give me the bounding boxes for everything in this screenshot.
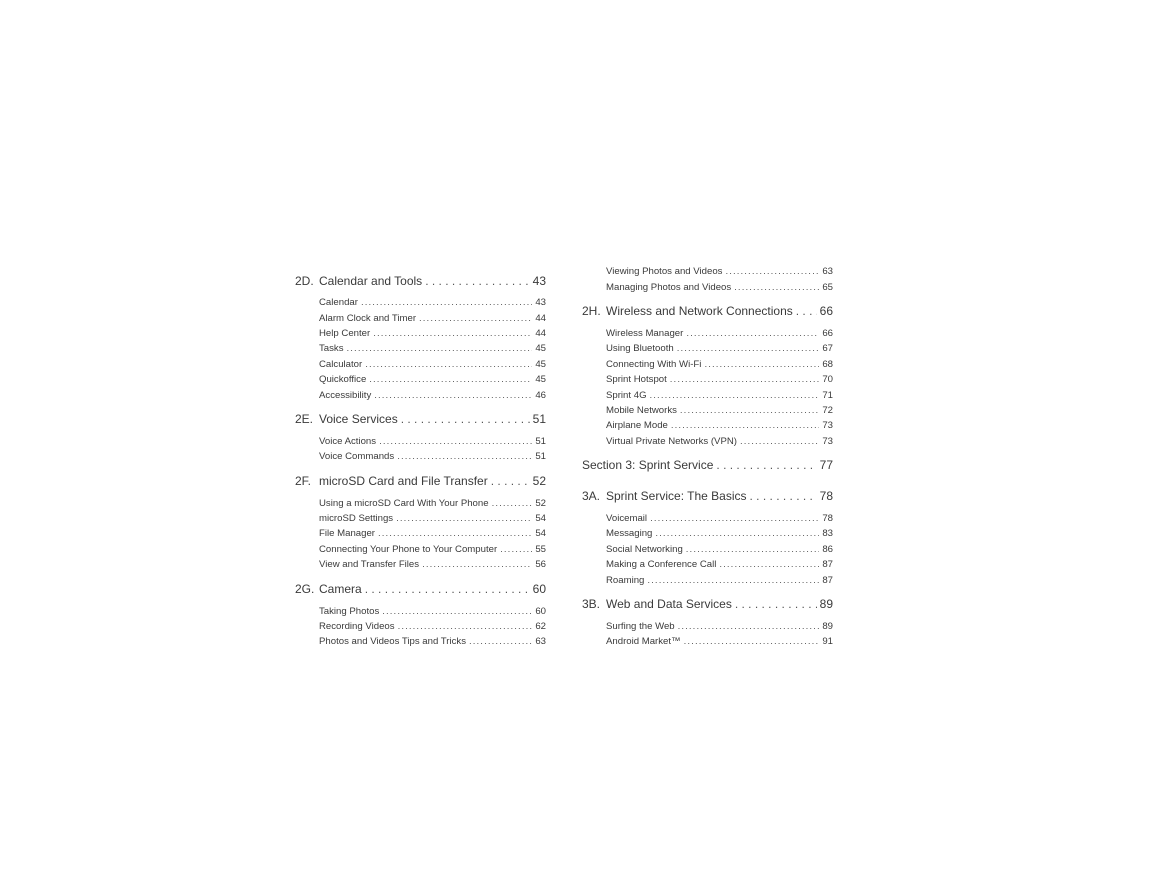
page-number: 67	[822, 343, 833, 355]
dot-leader	[680, 405, 819, 416]
page-number: 65	[822, 281, 833, 293]
chapter-code: 2F.	[295, 474, 312, 489]
dot-leader	[647, 575, 819, 586]
page-number: 44	[535, 327, 546, 339]
page-number: 60	[532, 581, 546, 596]
toc-entry-managing-photos-and-videos[interactable]	[582, 279, 833, 294]
page-number: 45	[535, 343, 546, 355]
page-number: 45	[535, 358, 546, 370]
page-number: 51	[535, 435, 546, 447]
toc-title: Android Market™	[606, 636, 681, 648]
page-number: 86	[822, 543, 833, 555]
toc-title: Roaming	[606, 574, 645, 586]
toc-title: Messaging	[606, 528, 653, 540]
page-number: 51	[535, 451, 546, 463]
chapter-code: 2H.	[582, 304, 601, 319]
chapter-code: 2G.	[295, 581, 315, 596]
dot-leader	[686, 328, 819, 339]
page-number: 72	[822, 404, 833, 416]
page-number: 78	[819, 489, 833, 504]
dot-leader	[492, 498, 533, 509]
toc-title: Mobile Networks	[606, 404, 677, 416]
toc-title: Making a Conference Call	[606, 559, 717, 571]
toc-title: Wireless and Network Connections	[606, 304, 793, 319]
dot-leader	[491, 474, 530, 488]
toc-entry-connecting-with-wi-fi[interactable]	[582, 357, 833, 372]
dot-leader	[655, 528, 819, 539]
toc-title: Web and Data Services	[606, 597, 732, 612]
toc-chapter-camera[interactable]	[295, 572, 546, 603]
toc-entry-accessibility[interactable]	[295, 387, 546, 402]
dot-leader	[373, 328, 532, 339]
toc-chapter-web-and-data-services[interactable]	[582, 588, 833, 619]
page-number: 83	[822, 528, 833, 540]
dot-leader	[365, 359, 532, 370]
toc-chapter-calendar-and-tools[interactable]	[295, 264, 546, 295]
page-number: 63	[822, 266, 833, 278]
toc-entry-airplane-mode[interactable]	[582, 418, 833, 433]
dot-leader	[347, 343, 533, 354]
page-number: 73	[822, 420, 833, 432]
toc-title: Voice Services	[319, 412, 398, 427]
toc-title: Sprint 4G	[606, 389, 647, 401]
toc-entry-sprint-hotspot[interactable]	[582, 372, 833, 387]
dot-leader	[796, 304, 817, 318]
toc-entry-android-market[interactable]	[582, 634, 833, 649]
toc-title: Section 3: Sprint Service	[582, 458, 714, 473]
toc-title: Voicemail	[606, 513, 648, 525]
dot-leader	[671, 420, 819, 431]
dot-leader	[719, 559, 819, 570]
toc-entry-messaging[interactable]	[582, 526, 833, 541]
dot-leader	[379, 436, 532, 447]
dot-leader	[740, 436, 819, 447]
page-number: 55	[535, 543, 546, 555]
toc-entry-sprint-4g[interactable]	[582, 387, 833, 402]
page-number: 51	[532, 412, 546, 427]
dot-leader	[419, 313, 532, 324]
dot-leader	[677, 343, 820, 354]
toc-entry-quickoffice[interactable]	[295, 372, 546, 387]
toc-entry-calculator[interactable]	[295, 357, 546, 372]
toc-entry-view-and-transfer-files[interactable]	[295, 557, 546, 572]
toc-entry-microsd-settings[interactable]	[295, 511, 546, 526]
toc-entry-recording-videos[interactable]	[295, 619, 546, 634]
toc-entry-surfing-the-web[interactable]	[582, 619, 833, 634]
dot-leader	[686, 544, 820, 555]
dot-leader	[678, 621, 820, 632]
dot-leader	[650, 390, 820, 401]
toc-title: Sprint Hotspot	[606, 374, 667, 386]
toc-entry-making-a-conference-call[interactable]	[582, 557, 833, 572]
toc-chapter-sprint-service-the-basics[interactable]	[582, 480, 833, 511]
toc-title: Alarm Clock and Timer	[319, 312, 417, 324]
toc-title: Calculator	[319, 358, 363, 370]
toc-title: Quickoffice	[319, 374, 367, 386]
toc-title: File Manager	[319, 528, 375, 540]
dot-leader	[704, 359, 819, 370]
toc-entry-social-networking[interactable]	[582, 542, 833, 557]
page-number: 89	[819, 597, 833, 612]
toc-title: Recording Videos	[319, 621, 395, 633]
toc-entry-calendar[interactable]	[295, 295, 546, 310]
toc-title: Calendar	[319, 297, 358, 309]
toc-title: Airplane Mode	[606, 420, 668, 432]
toc-entry-voice-commands[interactable]	[295, 449, 546, 464]
dot-leader	[382, 606, 532, 617]
toc-title: View and Transfer Files	[319, 559, 420, 571]
page-number: 68	[822, 358, 833, 370]
page-number: 54	[535, 513, 546, 525]
dot-leader	[650, 513, 819, 524]
dot-leader	[716, 458, 816, 472]
page-number: 44	[535, 312, 546, 324]
toc-entry-virtual-private-networks-vpn[interactable]	[582, 434, 833, 449]
chapter-code: 2D.	[295, 273, 314, 288]
toc-title: Accessibility	[319, 389, 372, 401]
page-number: 43	[535, 297, 546, 309]
toc-entry-alarm-clock-and-timer[interactable]	[295, 310, 546, 325]
chapter-code: 2E.	[295, 412, 314, 427]
dot-leader	[425, 274, 529, 288]
toc-entry-using-bluetooth[interactable]	[582, 341, 833, 356]
chapter-code: 3B.	[582, 597, 601, 612]
toc-title: Using a microSD Card With Your Phone	[319, 497, 489, 509]
toc-entry-taking-photos[interactable]	[295, 603, 546, 618]
dot-leader	[361, 297, 532, 308]
toc-entry-voice-actions[interactable]	[295, 434, 546, 449]
dot-leader	[396, 513, 532, 524]
toc-entry-mobile-networks[interactable]	[582, 403, 833, 418]
toc-title: Sprint Service: The Basics	[606, 489, 747, 504]
page-number: 73	[822, 435, 833, 447]
page-number: 62	[535, 621, 546, 633]
toc-title: Social Networking	[606, 543, 683, 555]
dot-leader	[670, 374, 820, 385]
dot-leader	[750, 489, 817, 503]
dot-leader	[374, 390, 532, 401]
page-number: 43	[532, 273, 546, 288]
toc-entry-photos-and-videos-tips-and-tricks[interactable]	[295, 634, 546, 649]
toc-entry-wireless-manager[interactable]	[582, 326, 833, 341]
toc-right-column	[582, 264, 833, 650]
toc-chapter-voice-services[interactable]	[295, 403, 546, 434]
toc-title: Tasks	[319, 343, 344, 355]
toc-title: Voice Commands	[319, 451, 395, 463]
page-number: 60	[535, 605, 546, 617]
toc-title: Connecting With Wi-Fi	[606, 358, 702, 370]
toc-title: Camera	[319, 581, 362, 596]
dot-leader	[725, 266, 819, 277]
page-number: 89	[822, 621, 833, 633]
dot-leader	[735, 597, 817, 611]
page-number: 70	[822, 374, 833, 386]
toc-title: Taking Photos	[319, 605, 380, 617]
toc-chapter-microsd-card-and-file-transfer[interactable]	[295, 465, 546, 496]
toc-chapter-wireless-and-network-connections[interactable]	[582, 295, 833, 326]
dot-leader	[369, 374, 532, 385]
page-number: 56	[535, 559, 546, 571]
page-number: 87	[822, 559, 833, 571]
toc-title: microSD Card and File Transfer	[319, 474, 488, 489]
toc-title: Voice Actions	[319, 435, 377, 447]
page-number: 78	[822, 513, 833, 525]
dot-leader	[378, 528, 532, 539]
toc-entry-file-manager[interactable]	[295, 526, 546, 541]
chapter-code: 3A.	[582, 489, 601, 504]
toc-title: Surfing the Web	[606, 621, 675, 633]
dot-leader	[500, 544, 532, 555]
page-number: 91	[822, 636, 833, 648]
toc-title: Photos and Videos Tips and Tricks	[319, 636, 467, 648]
dot-leader	[365, 582, 530, 596]
toc-title: Viewing Photos and Videos	[606, 266, 723, 278]
toc-title: Connecting Your Phone to Your Computer	[319, 543, 498, 555]
toc-title: Virtual Private Networks (VPN)	[606, 435, 737, 447]
dot-leader	[422, 559, 532, 570]
toc-entry-viewing-photos-and-videos[interactable]	[582, 264, 833, 279]
dot-leader	[398, 621, 533, 632]
toc-title: Calendar and Tools	[319, 273, 423, 288]
page-number: 52	[535, 497, 546, 509]
toc-left-column	[295, 264, 546, 650]
toc-entry-using-a-microsd-card-with-your-phone[interactable]	[295, 496, 546, 511]
page-number: 46	[535, 389, 546, 401]
toc-entry-connecting-your-phone-to-your-computer[interactable]	[295, 542, 546, 557]
toc-entry-roaming[interactable]	[582, 572, 833, 587]
page-number: 63	[535, 636, 546, 648]
dot-leader	[397, 451, 532, 462]
toc-title: microSD Settings	[319, 513, 394, 525]
dot-leader	[401, 412, 530, 426]
page-number: 87	[822, 574, 833, 586]
toc-title: Wireless Manager	[606, 327, 684, 339]
toc-title: Using Bluetooth	[606, 343, 674, 355]
dot-leader	[734, 282, 819, 293]
toc-section-section-3-sprint-service[interactable]	[582, 449, 833, 480]
toc-entry-voicemail[interactable]	[582, 511, 833, 526]
page-number: 66	[822, 327, 833, 339]
page-number: 52	[532, 474, 546, 489]
page-number: 71	[822, 389, 833, 401]
toc-entry-tasks[interactable]	[295, 341, 546, 356]
toc-title: Managing Photos and Videos	[606, 281, 732, 293]
page-number: 54	[535, 528, 546, 540]
dot-leader	[469, 636, 532, 647]
page-number: 45	[535, 374, 546, 386]
page-number: 66	[819, 304, 833, 319]
toc-entry-help-center[interactable]	[295, 326, 546, 341]
toc-title: Help Center	[319, 327, 371, 339]
dot-leader	[684, 636, 820, 647]
page-number: 77	[819, 458, 833, 473]
